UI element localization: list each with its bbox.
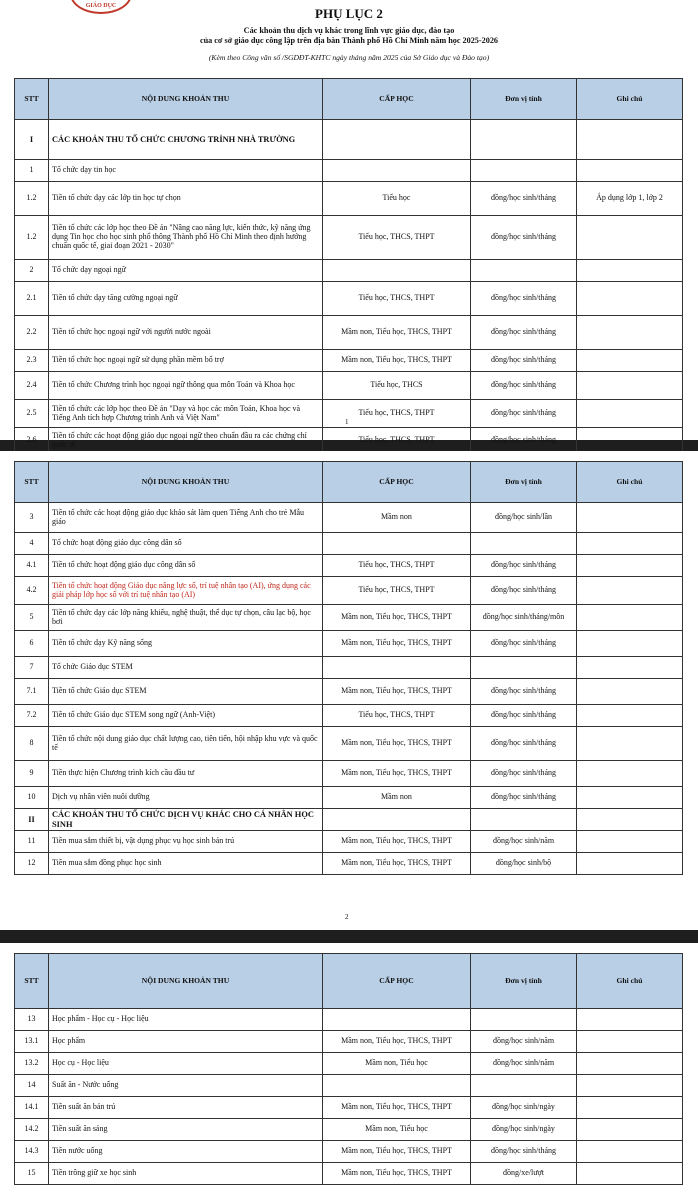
cell-level	[323, 657, 471, 679]
cell-level: Mầm non, Tiểu học, THCS, THPT	[323, 1141, 471, 1163]
cell-note	[577, 282, 683, 316]
cell-stt: 13	[15, 1009, 49, 1031]
table-row	[15, 182, 683, 216]
cell-level: Mầm non	[323, 787, 471, 809]
cell-level: Tiểu học, THCS	[323, 372, 471, 400]
cell-note	[577, 679, 683, 705]
cell-note	[577, 555, 683, 577]
cell-stt: 4	[15, 533, 49, 555]
cell-level: Mầm non, Tiểu học, THCS, THPT	[323, 605, 471, 631]
header-stt: STT	[15, 954, 49, 1009]
header-level: CẤP HỌC	[323, 79, 471, 120]
table-row	[15, 533, 683, 555]
cell-note	[577, 853, 683, 875]
cell-note	[577, 1009, 683, 1031]
cell-unit: đồng/học sinh/tháng	[471, 679, 577, 705]
cell-note	[577, 1053, 683, 1075]
cell-note	[577, 160, 683, 182]
page-number: 1	[345, 418, 349, 426]
cell-unit	[471, 160, 577, 182]
cell-stt: 9	[15, 761, 49, 787]
table-row	[15, 1009, 683, 1031]
cell-unit: đồng/xe/lượt	[471, 1163, 577, 1185]
cell-unit: đồng/học sinh/tháng	[471, 282, 577, 316]
cell-stt: 2.3	[15, 350, 49, 372]
cell-content: Tiền thực hiện Chương trình kích cầu đầu tư	[49, 761, 323, 787]
cell-stt: 7.1	[15, 679, 49, 705]
cell-level: Tiểu học, THCS, THPT	[323, 705, 471, 727]
cell-note	[577, 1031, 683, 1053]
table-row	[15, 577, 683, 605]
table-row	[15, 372, 683, 400]
document-page-2	[0, 451, 698, 930]
cell-note	[577, 1075, 683, 1097]
cell-content: Tiền tổ chức nội dung giáo dục chất lượng cao, tiên tiến, hội nhập khu vực và quốc tế	[49, 727, 323, 761]
table-row	[15, 1097, 683, 1119]
cell-stt: 2.5	[15, 400, 49, 428]
table-row	[15, 705, 683, 727]
cell-stt: 15	[15, 1163, 49, 1185]
page-title: PHỤ LỤC 2	[315, 6, 383, 21]
cell-note	[577, 1163, 683, 1185]
fee-table-page-2	[14, 461, 683, 875]
cell-content: Tiền tổ chức dạy các lớp năng khiếu, nghệ thuật, thể dục tự chọn, câu lạc bộ, học bơi	[49, 605, 323, 631]
cell-note	[577, 216, 683, 260]
table-row	[15, 316, 683, 350]
table-row	[15, 1119, 683, 1141]
cell-stt: 13.1	[15, 1031, 49, 1053]
cell-content: Học phẩm	[49, 1031, 323, 1053]
cell-level	[323, 1075, 471, 1097]
cell-stt: 3	[15, 503, 49, 533]
cell-level	[323, 1009, 471, 1031]
cell-content: Tiền tổ chức các hoạt động giáo dục ngoại ngữ theo chuẩn đầu ra các chứng chỉ quốc tế	[49, 428, 323, 454]
cell-stt: 2.6	[15, 428, 49, 454]
cell-level: Tiểu học, THCS, THPT	[323, 577, 471, 605]
cell-note	[577, 350, 683, 372]
cell-content: Tiền tổ chức dạy tăng cường ngoại ngữ	[49, 282, 323, 316]
header-level: CẤP HỌC	[323, 462, 471, 503]
cell-unit: đồng/học sinh/ngày	[471, 1119, 577, 1141]
header-level: CẤP HỌC	[323, 954, 471, 1009]
cell-content: Tổ chức Giáo dục STEM	[49, 657, 323, 679]
cell-note	[577, 657, 683, 679]
cell-content: Học phẩm - Học cụ - Học liệu	[49, 1009, 323, 1031]
cell-stt: 7	[15, 657, 49, 679]
cell-stt: 4.2	[15, 577, 49, 605]
cell-unit: đồng/học sinh/ngày	[471, 1097, 577, 1119]
cell-content: Học cụ - Học liệu	[49, 1053, 323, 1075]
document-page-1	[0, 0, 698, 449]
cell-level: Mầm non, Tiểu học, THCS, THPT	[323, 1097, 471, 1119]
table-row	[15, 1075, 683, 1097]
table-row	[15, 853, 683, 875]
cell-content: Tiền tổ chức các lớp học theo Đề án "Nâng cao năng lực, kiến thức, kỹ năng ứng dụng Tin học cho học sinh phổ thông Thành phố Hồ Chí Minh theo định hướng chuẩn quốc tế, giai đoạn 2021 - 2030"	[49, 216, 323, 260]
cell-note	[577, 372, 683, 400]
cell-stt: 2.1	[15, 282, 49, 316]
official-seal-icon: GIÁO DỤC	[70, 0, 132, 14]
cell-level	[323, 533, 471, 555]
cell-content: Tiền tổ chức Chương trình học ngoại ngữ thông qua môn Toán và Khoa học	[49, 372, 323, 400]
cell-note	[577, 120, 683, 160]
cell-unit	[471, 120, 577, 160]
table-row	[15, 1141, 683, 1163]
cell-unit: đồng/học sinh/năm	[471, 831, 577, 853]
table-row	[15, 1053, 683, 1075]
cell-unit: đồng/học sinh/tháng	[471, 1141, 577, 1163]
cell-stt: 1.2	[15, 182, 49, 216]
cell-level: Mầm non, Tiểu học	[323, 1119, 471, 1141]
cell-note	[577, 631, 683, 657]
cell-level: Tiểu học, THCS, THPT	[323, 282, 471, 316]
table-row	[15, 282, 683, 316]
cell-content: Tổ chức dạy tin học	[49, 160, 323, 182]
cell-unit: đồng/học sinh/tháng/môn	[471, 605, 577, 631]
cell-stt: 7.2	[15, 705, 49, 727]
table-row	[15, 605, 683, 631]
header-note: Ghi chú	[577, 79, 683, 120]
cell-content: Tiền tổ chức các hoạt động giáo dục khảo sát làm quen Tiếng Anh cho trẻ Mẫu giáo	[49, 503, 323, 533]
fee-table-page-3	[14, 953, 683, 1185]
cell-content: Tiền nước uống	[49, 1141, 323, 1163]
cell-note: Áp dụng lớp 1, lớp 2	[577, 182, 683, 216]
cell-unit: đồng/học sinh/tháng	[471, 182, 577, 216]
cell-unit: đồng/học sinh/năm	[471, 1031, 577, 1053]
section-row	[15, 809, 683, 831]
cell-unit	[471, 533, 577, 555]
cell-note	[577, 533, 683, 555]
cell-unit: đồng/học sinh/tháng	[471, 577, 577, 605]
cell-stt: 2	[15, 260, 49, 282]
cell-note	[577, 577, 683, 605]
section-row	[15, 120, 683, 160]
cell-content: Dịch vụ nhân viên nuôi dưỡng	[49, 787, 323, 809]
cell-stt: 13.2	[15, 1053, 49, 1075]
cell-unit	[471, 809, 577, 831]
cell-note	[577, 787, 683, 809]
cell-unit: đồng/học sinh/tháng	[471, 555, 577, 577]
cell-level	[323, 260, 471, 282]
cell-note	[577, 503, 683, 533]
cell-content: CÁC KHOẢN THU TỔ CHỨC DỊCH VỤ KHÁC CHO CÁ NHÂN HỌC SINH	[49, 809, 323, 831]
table-row	[15, 787, 683, 809]
cell-content: Tiền tổ chức học ngoại ngữ sử dụng phần mềm bổ trợ	[49, 350, 323, 372]
table-row	[15, 160, 683, 182]
cell-unit	[471, 1009, 577, 1031]
cell-note	[577, 1141, 683, 1163]
reference-note: (Kèm theo Công văn số /SGDĐT-KHTC ngày tháng năm 2025 của Sở Giáo dục và Đào tạo)	[208, 53, 490, 62]
cell-stt: 4.1	[15, 555, 49, 577]
header-note: Ghi chú	[577, 462, 683, 503]
cell-stt: 1	[15, 160, 49, 182]
cell-stt: II	[15, 809, 49, 831]
cell-level: Mầm non, Tiểu học, THCS, THPT	[323, 350, 471, 372]
cell-content: Tiền mua sắm thiết bị, vật dụng phục vụ học sinh bán trú	[49, 831, 323, 853]
cell-unit: đồng/học sinh/tháng	[471, 372, 577, 400]
cell-unit	[471, 1075, 577, 1097]
cell-level	[323, 120, 471, 160]
cell-note	[577, 831, 683, 853]
cell-note	[577, 260, 683, 282]
cell-unit	[471, 260, 577, 282]
cell-content: Tổ chức dạy ngoại ngữ	[49, 260, 323, 282]
cell-level: Tiểu học, THCS, THPT	[323, 428, 471, 454]
table-row	[15, 727, 683, 761]
document-page-3	[0, 943, 698, 1198]
table-row	[15, 761, 683, 787]
cell-unit: đồng/học sinh/tháng	[471, 316, 577, 350]
header-content: NỘI DUNG KHOẢN THU	[49, 954, 323, 1009]
cell-level	[323, 809, 471, 831]
cell-content: Tiền suất ăn bán trú	[49, 1097, 323, 1119]
header-content: NỘI DUNG KHOẢN THU	[49, 79, 323, 120]
cell-level: Mầm non, Tiểu học, THCS, THPT	[323, 727, 471, 761]
cell-level: Mầm non, Tiểu học	[323, 1053, 471, 1075]
fee-table-page-1	[14, 78, 683, 454]
table-row	[15, 216, 683, 260]
cell-level: Mầm non, Tiểu học, THCS, THPT	[323, 1163, 471, 1185]
cell-level: Mầm non, Tiểu học, THCS, THPT	[323, 316, 471, 350]
cell-level: Mầm non, Tiểu học, THCS, THPT	[323, 631, 471, 657]
cell-stt: 2.4	[15, 372, 49, 400]
cell-level: Mầm non, Tiểu học, THCS, THPT	[323, 1031, 471, 1053]
cell-unit: đồng/học sinh/tháng	[471, 727, 577, 761]
cell-content: Tiền suất ăn sáng	[49, 1119, 323, 1141]
cell-note	[577, 705, 683, 727]
table-row	[15, 631, 683, 657]
cell-stt: 10	[15, 787, 49, 809]
cell-unit: đồng/học sinh/tháng	[471, 705, 577, 727]
cell-unit: đồng/học sinh/tháng	[471, 761, 577, 787]
cell-level	[323, 160, 471, 182]
header-stt: STT	[15, 462, 49, 503]
cell-stt: 12	[15, 853, 49, 875]
cell-level: Tiểu học	[323, 182, 471, 216]
cell-content: Tiền mua sắm đồng phục học sinh	[49, 853, 323, 875]
cell-stt: 14.1	[15, 1097, 49, 1119]
cell-level: Mầm non, Tiểu học, THCS, THPT	[323, 853, 471, 875]
cell-stt: 2.2	[15, 316, 49, 350]
cell-content: Tiền tổ chức Giáo dục STEM	[49, 679, 323, 705]
cell-stt: I	[15, 120, 49, 160]
cell-unit: đồng/học sinh/năm	[471, 1053, 577, 1075]
cell-unit: đồng/học sinh/tháng	[471, 400, 577, 428]
cell-content: CÁC KHOẢN THU TỔ CHỨC CHƯƠNG TRÌNH NHÀ TRƯỜNG	[49, 120, 323, 160]
cell-stt: 1.2	[15, 216, 49, 260]
cell-content: Tiền tổ chức hoạt động giáo dục công dân số	[49, 555, 323, 577]
cell-unit	[471, 657, 577, 679]
table-row	[15, 260, 683, 282]
header-note: Ghi chú	[577, 954, 683, 1009]
cell-level: Tiểu học, THCS, THPT	[323, 400, 471, 428]
table-row	[15, 555, 683, 577]
cell-note	[577, 428, 683, 454]
table-row	[15, 1031, 683, 1053]
cell-note	[577, 1097, 683, 1119]
table-row	[15, 831, 683, 853]
cell-level: Mầm non, Tiểu học, THCS, THPT	[323, 761, 471, 787]
cell-unit: đồng/học sinh/tháng	[471, 350, 577, 372]
cell-note	[577, 1119, 683, 1141]
cell-unit: đồng/học sinh/tháng	[471, 428, 577, 454]
cell-content: Tiền tổ chức Giáo dục STEM song ngữ (Anh-Việt)	[49, 705, 323, 727]
table-row	[15, 428, 683, 454]
header-unit: Đơn vị tính	[471, 79, 577, 120]
header-stt: STT	[15, 79, 49, 120]
cell-unit: đồng/học sinh/tháng	[471, 216, 577, 260]
header-unit: Đơn vị tính	[471, 954, 577, 1009]
cell-stt: 14	[15, 1075, 49, 1097]
cell-content: Tiền tổ chức hoạt động Giáo dục nâng lực số, trí tuệ nhân tạo (AI), ứng dụng các giải pháp lớp học số với trí tuệ nhân tạo (AI)	[49, 577, 323, 605]
subtitle-line-2: của cơ sở giáo dục công lập trên địa bàn Thành phố Hồ Chí Minh năm học 2025-2026	[199, 36, 499, 45]
cell-unit: đồng/học sinh/lần	[471, 503, 577, 533]
cell-content: Tiền tổ chức học ngoại ngữ với người nước ngoài	[49, 316, 323, 350]
table-row	[15, 657, 683, 679]
cell-unit: đồng/học sinh/tháng	[471, 787, 577, 809]
cell-content: Suất ăn - Nước uống	[49, 1075, 323, 1097]
cell-content: Tiền tổ chức dạy các lớp tin học tự chọn	[49, 182, 323, 216]
cell-stt: 5	[15, 605, 49, 631]
cell-stt: 14.3	[15, 1141, 49, 1163]
cell-level: Mầm non, Tiểu học, THCS, THPT	[323, 679, 471, 705]
cell-stt: 14.2	[15, 1119, 49, 1141]
cell-level: Mầm non, Tiểu học, THCS, THPT	[323, 831, 471, 853]
cell-note	[577, 316, 683, 350]
cell-stt: 6	[15, 631, 49, 657]
header-content: NỘI DUNG KHOẢN THU	[49, 462, 323, 503]
cell-stt: 11	[15, 831, 49, 853]
cell-stt: 8	[15, 727, 49, 761]
cell-content: Tổ chức hoạt động giáo dục công dân số	[49, 533, 323, 555]
cell-content: Tiền tổ chức các lớp học theo Đề án "Dạy và học các môn Toán, Khoa học và Tiếng Anh tích hợp Chương trình Anh và Việt Nam"	[49, 400, 323, 428]
cell-content: Tiền trông giữ xe học sinh	[49, 1163, 323, 1185]
subtitle-line-1: Các khoản thu dịch vụ khác trong lĩnh vực giáo dục, đào tạo	[243, 26, 455, 35]
cell-unit: đồng/học sinh/bộ	[471, 853, 577, 875]
page-number: 2	[345, 913, 349, 921]
cell-level: Mầm non	[323, 503, 471, 533]
cell-level: Tiểu học, THCS, THPT	[323, 555, 471, 577]
table-row	[15, 1163, 683, 1185]
table-row	[15, 679, 683, 705]
cell-note	[577, 727, 683, 761]
cell-level: Tiểu học, THCS, THPT	[323, 216, 471, 260]
cell-content: Tiền tổ chức dạy Kỹ năng sống	[49, 631, 323, 657]
cell-note	[577, 400, 683, 428]
table-row	[15, 503, 683, 533]
header-unit: Đơn vị tính	[471, 462, 577, 503]
cell-unit: đồng/học sinh/tháng	[471, 631, 577, 657]
cell-note	[577, 809, 683, 831]
cell-note	[577, 761, 683, 787]
cell-note	[577, 605, 683, 631]
table-row	[15, 350, 683, 372]
